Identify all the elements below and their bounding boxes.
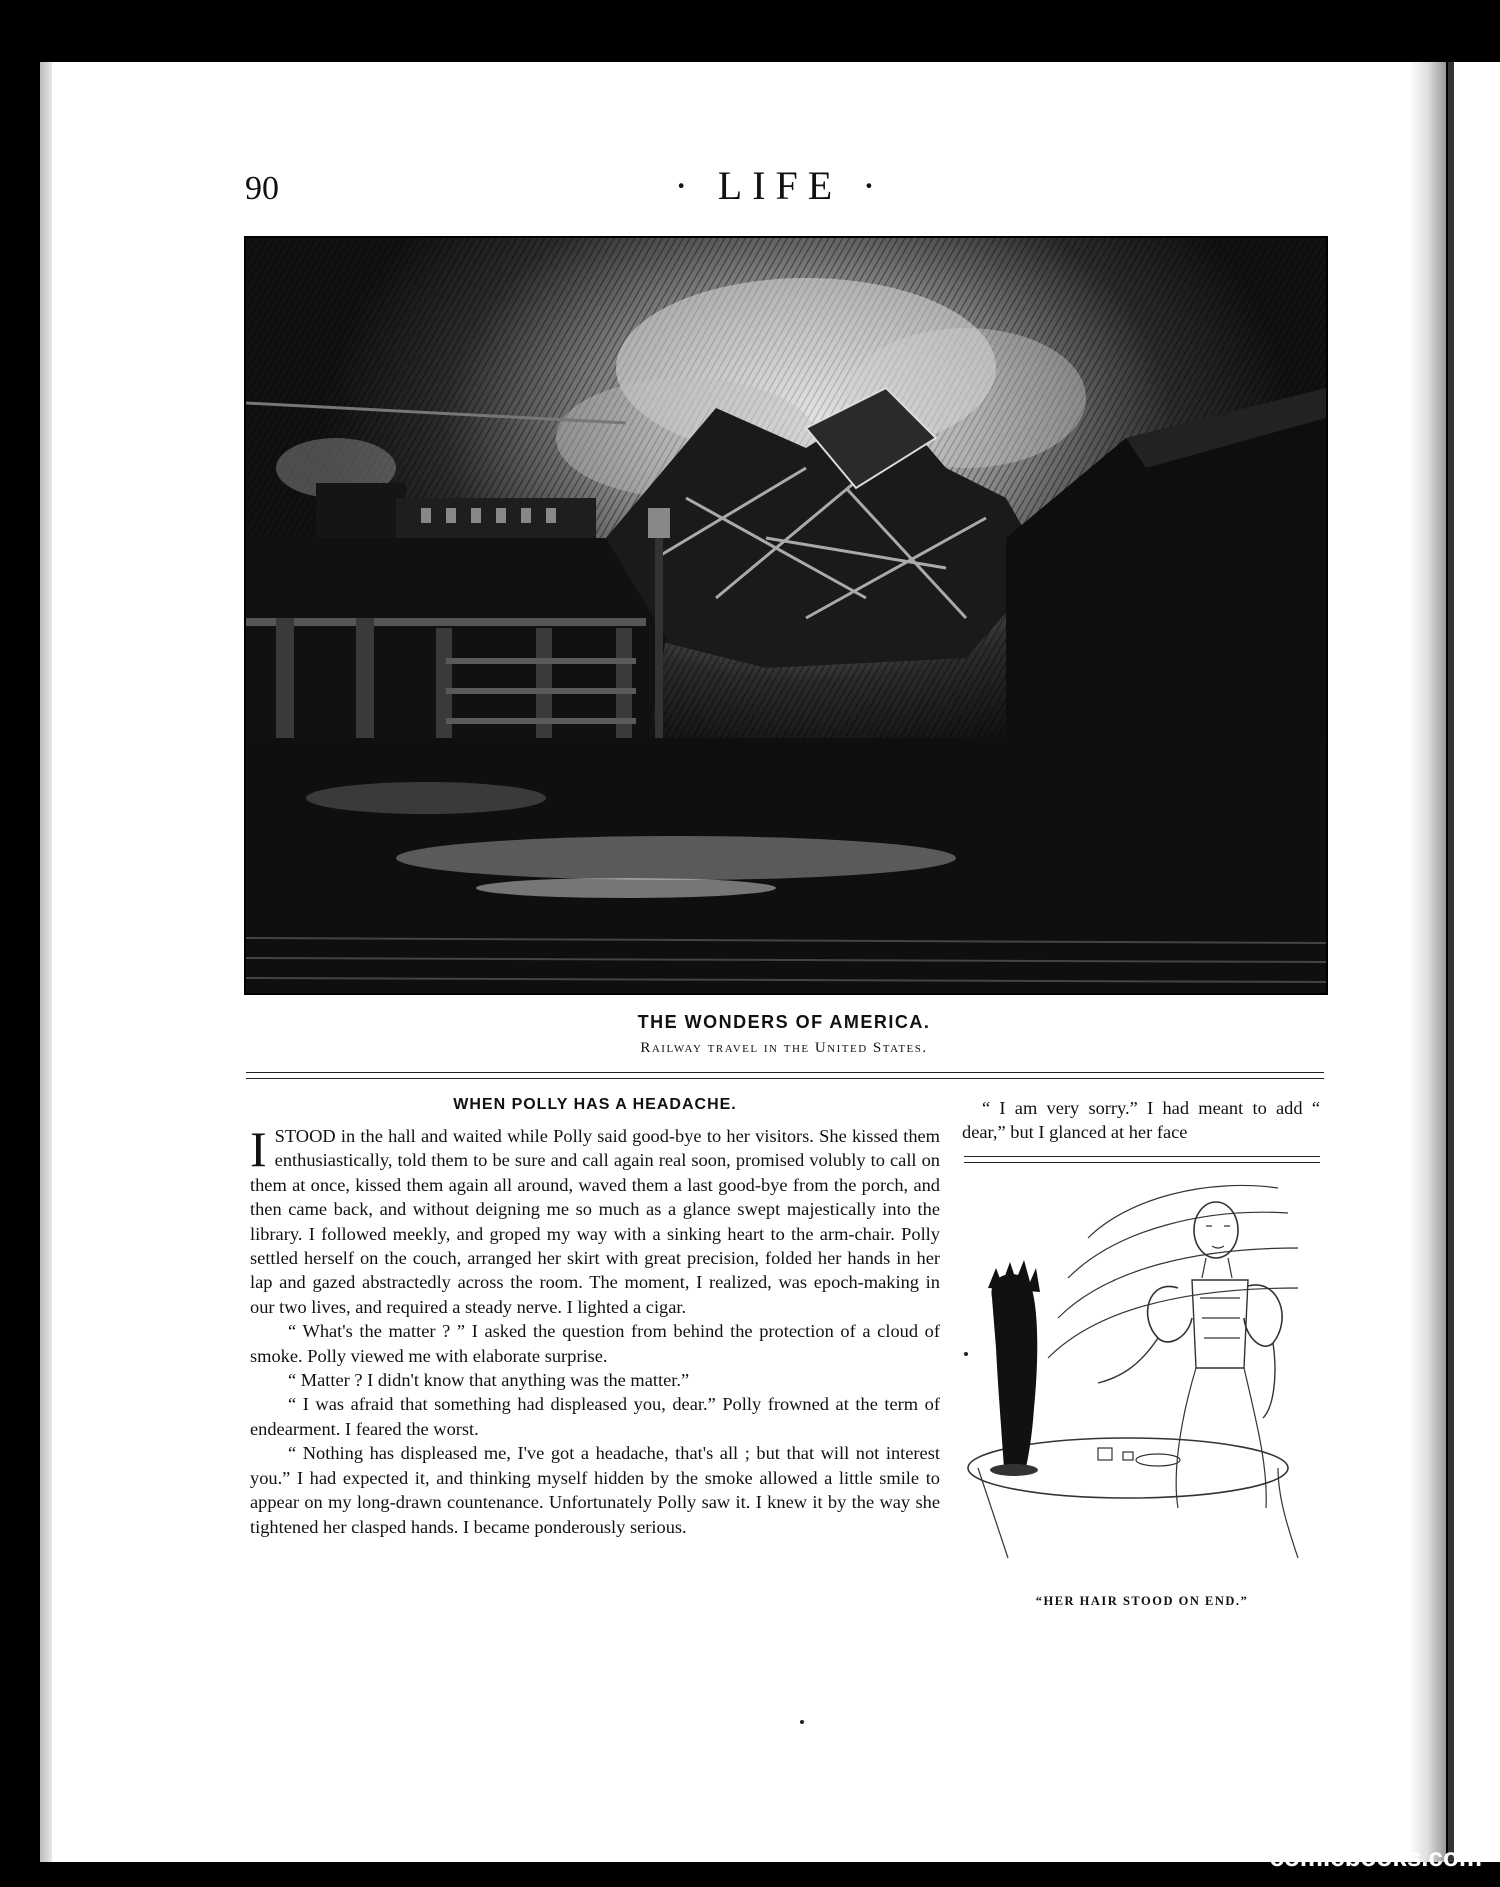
page-number: 90 xyxy=(245,170,279,207)
article-paragraph: “ Matter ? I didn't know that anything was the matter.” xyxy=(288,1370,690,1391)
sketch-caption: “HER HAIR STOOD ON END.” xyxy=(1035,1594,1249,1608)
woman-sketch-illustration xyxy=(948,1168,1320,1588)
article-paragraph: ISTOOD in the hall and waited while Polly said good-bye to her visitors. She kissed them enthusiastically, told them to be sure and call again real soon, promised volubly to call on them at once, kissed them again all around, waved them a last good-bye from the porch, and then came back, and without deigning me so much as a glance swept majestically into the library. I followed meekly, and groped my way with a sinking heart to the arm-chair. Polly settled herself on the couch, arranged her skirt with great precision, folded her hands in her lap and gazed abstractedly across the room. The moment, I realized, was epoch-making in our two lives, and required a steady nerve. I lighted a cigar. xyxy=(250,1121,940,1317)
illustration-subtitle: Railway travel in the United States. xyxy=(640,1040,928,1056)
article-title: WHEN POLLY HAS A HEADACHE. xyxy=(453,1096,737,1113)
illustration-title: THE WONDERS OF AMERICA. xyxy=(637,1012,931,1032)
print-speck xyxy=(800,1720,804,1724)
article-paragraph: “ What's the matter ? ” I asked the question from behind the protection of a cloud of smoke. Polly viewed me with elaborate surprise. xyxy=(250,1321,940,1366)
article-right-column-text: “ I am very sorry.” I had meant to add “ dear,” but I glanced at her face xyxy=(962,1098,1320,1143)
drop-cap: I xyxy=(250,1121,267,1177)
article-paragraph: “ Nothing has displeased me, I've got a headache, that's all ; but that will not interest you.” I had expected it, and thinking myself hidden by the smoke allowed a little smile to appear on my long-drawn countenance. Unfortunately Polly saw it. I knew it by the way she tightened her clasped hands. I became ponderously serious. xyxy=(250,1443,940,1537)
right-column-divider xyxy=(964,1156,1320,1163)
next-page-edge xyxy=(1448,62,1500,1862)
print-speck xyxy=(964,1352,968,1356)
spine-shadow xyxy=(1410,62,1446,1862)
article-paragraph: “ I was afraid that something had displeased you, dear.” Polly frowned at the term of endearment. I feared the worst. xyxy=(250,1394,940,1439)
article-left-column xyxy=(250,1121,940,1539)
masthead-title: · LIFE · xyxy=(674,163,886,208)
train-wreck-engraving xyxy=(244,236,1328,995)
section-divider xyxy=(246,1072,1324,1079)
watermark: comicbooks.com xyxy=(1269,1842,1482,1872)
